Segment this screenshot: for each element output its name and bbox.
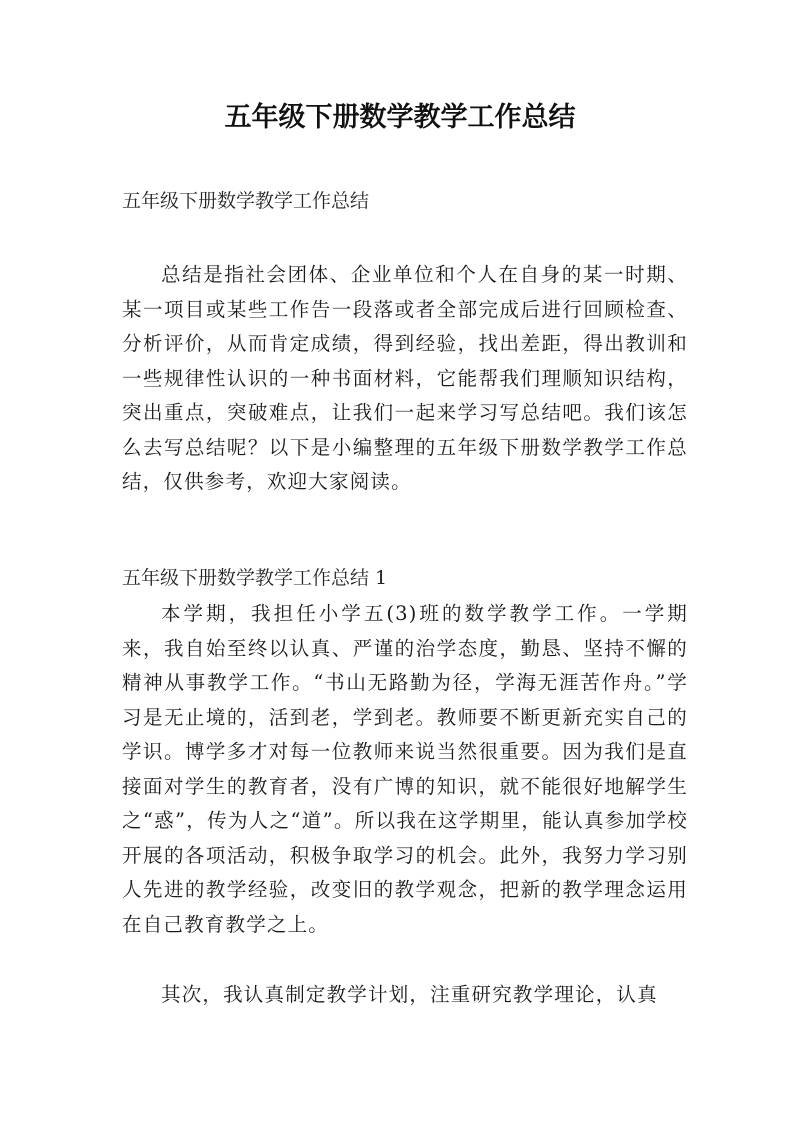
intro-paragraph: 总结是指社会团体、企业单位和个人在自身的某一时期、某一项目或某些工作告一段落或者全部完成后进行回顾检查、分析评价，从而肯定成绩，得到经验，找出差距，得出教训和一些规律性认识的一种书面材料，它能帮我们理顺知识结构，突出重点，突破难点，让我们一起来学习写总结吧。我们该怎么去写总结呢？以下是小编整理的五年级下册数学教学工作总结，仅供参考，欢迎大家阅读。 [122, 263, 688, 493]
body-paragraph-1: 本学期，我担任小学五(3)班的数学教学工作。一学期来，我自始至终以认真、严谨的治学态度，勤恳、坚持不懈的精神从事教学工作。“书山无路勤为径，学海无涯苦作舟。”学习是无止境的，活到老，学到老。教师要不断更新充实自己的学识。博学多才对每一位教师来说当然很重要。因为我们是直接面对学生的教育者，没有广博的知识，就不能很好地解学生之“惑”，传为人之“道”。所以我在这学期里，能认真参加学校开展的各项活动，积极争取学习的机会。此外，我努力学习别人先进的教学经验，改变旧的教学观念，把新的教学理念运用在自己教育教学之上。 [122, 602, 688, 936]
document-subtitle: 五年级下册数学教学工作总结 [122, 190, 370, 212]
document-title: 五年级下册数学教学工作总结 [224, 102, 576, 133]
body-paragraph-2: 其次，我认真制定教学计划，注重研究教学理论，认真 [161, 983, 658, 1006]
section-heading: 五年级下册数学教学工作总结 1 [122, 567, 388, 589]
